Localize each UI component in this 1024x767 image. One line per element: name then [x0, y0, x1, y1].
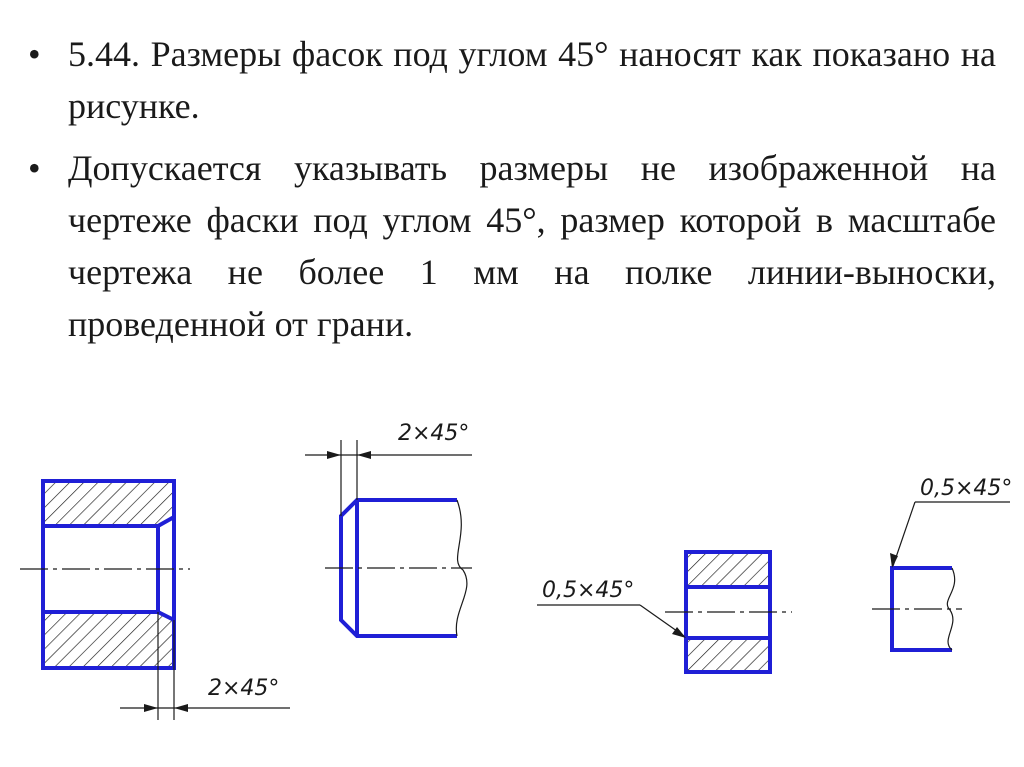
figure-shaft-small-chamfer	[872, 476, 1012, 650]
bullet-text: 5.44. Размеры фасок под углом 45° наносят как показано на рисунке.	[68, 34, 996, 126]
fig1-dimension-label: 2×45°	[208, 676, 280, 701]
figure-bore-small-chamfer	[537, 552, 792, 672]
fig3-dimension-label: 0,5×45°	[542, 578, 635, 603]
fig4-dimension-label: 0,5×45°	[920, 476, 1013, 501]
figure-bore-chamfer	[20, 481, 290, 720]
bullet-marker: •	[28, 148, 41, 188]
bullet-text: Допускается указывать размеры не изображенной на чертеже фаски под углом 45°, размер которой в масштабе чертежа не более 1 мм на полке линии-выноски, проведенной от грани.	[68, 148, 996, 344]
fig2-dimension-label: 2×45°	[398, 421, 470, 446]
figure-shaft-chamfer	[305, 421, 472, 636]
bullet-marker: •	[28, 34, 41, 74]
